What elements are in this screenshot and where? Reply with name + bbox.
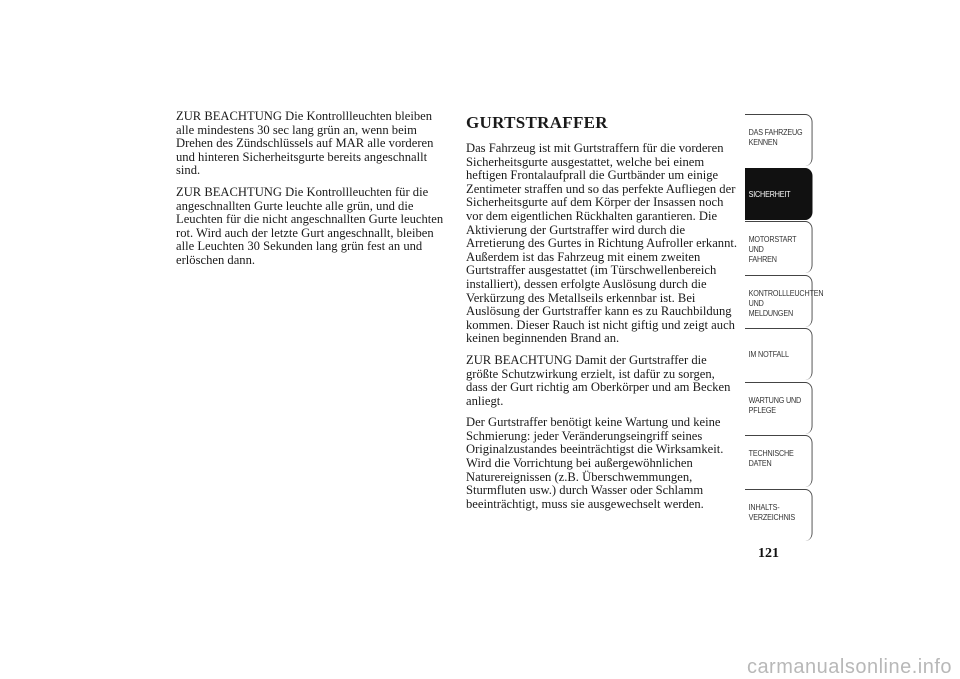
body-paragraph-2: ZUR BEACHTUNG Damit der Gurtstraffer die größte Schutzwirkung erzielt, ist dafür zu sorgen, dass der Gurt richtig am Oberkörper und am Becken anliegt.	[466, 352, 731, 408]
tab-wartung-und-pflege[interactable]: WARTUNG UND PFLEGE	[745, 382, 813, 434]
tab-im-notfall[interactable]: IM NOTFALL	[745, 328, 813, 380]
body-paragraph-3: Der Gurtstraffer benötigt keine Wartung und keine Schmierung: jeder Veränderungseingriff seines Originalzustandes beeinträchtigst die Wirksamkeit. Wird die Vorrichtung bei außergewöhnlichen Naturereignissen (z.B. Überschwemmungen, Sturmfluten usw.) durch Wasser oder Schlamm beeinträchtigt, muss sie ausgewechselt werden.	[466, 415, 724, 511]
chapter-tabs	[745, 114, 824, 542]
tab-kontrollleuchten[interactable]: KONTROLLLEUCHTEN UND MELDUNGEN	[745, 275, 813, 327]
tab-inhaltsverzeichnis[interactable]: INHALTS- VERZEICHNIS	[745, 489, 813, 541]
left-column	[176, 110, 448, 276]
body-paragraph-1: Das Fahrzeug ist mit Gurtstraffern für die vorderen Sicherheitsgurte ausgestattet, welche bei einem heftigen Frontalaufprall die Gurtbänder um einige Zentimeter straffen und so das perfekte Aufliegen der Sicherheitsgurte auf dem Körper der Insassen noch vor dem eigentlichen Rückhalten garantieren. Die Aktivierung der Gurtstraffer wird durch die Arretierung des Gurtes in Richtung Aufroller erkannt. Außerdem ist das Fahrzeug mit einem zweiten Gurtstraffer ausgestattet (im Türschwellenbereich installiert), dessen erfolgte Auslösung durch die Verkürzung des Metallseils erkennbar ist. Bei Auslösung der Gurtstraffer kann es zu Rauchbildung kommen. Dieser Rauch ist nicht giftig und zeigt auch keinen beginnenden Brand an.	[466, 141, 738, 346]
tab-technische-daten[interactable]: TECHNISCHE DATEN	[745, 435, 813, 487]
right-column	[466, 113, 738, 519]
tab-sicherheit[interactable]: SICHERHEIT	[745, 168, 813, 220]
page-number: 121	[758, 546, 779, 561]
note-paragraph-2: ZUR BEACHTUNG Die Kontrollleuchten für die angeschnallten Gurte leuchte alle grün, und die Leuchten für die nicht angeschnallten Gurte leuchten rot. Wird auch der letzte Gurt angeschnallt, bleiben alle Leuchten 30 Sekunden lang grün fest an und erlöschen dann.	[176, 184, 444, 267]
tab-das-fahrzeug-kennen[interactable]: DAS FAHRZEUG KENNEN	[745, 114, 813, 166]
section-heading: GURTSTRAFFER	[466, 113, 608, 132]
tab-motorstart-und-fahren[interactable]: MOTORSTART UND FAHREN	[745, 221, 813, 273]
watermark: carmanualsonline.info	[746, 656, 952, 678]
note-paragraph-1: ZUR BEACHTUNG Die Kontrollleuchten bleiben alle mindestens 30 sec lang grün an, wenn beim Drehen des Zündschlüssels auf MAR alle vorderen und hinteren Sicherheitsgurte bereits angeschnallt sind.	[176, 109, 434, 178]
